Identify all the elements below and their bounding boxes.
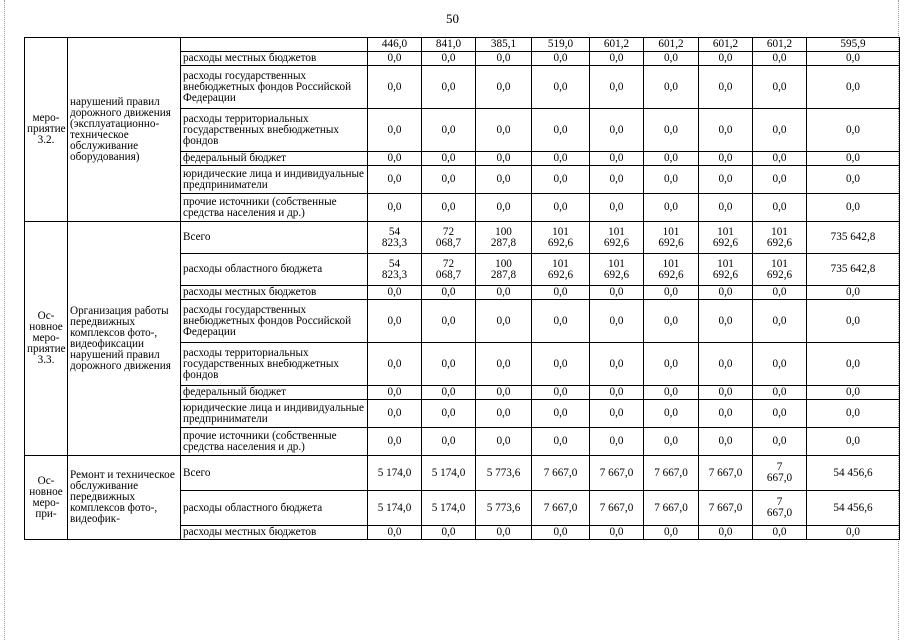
funding-source-cell: прочие источники (собственные средства населения и др.) xyxy=(181,428,368,456)
year-value-cell: 0,0 xyxy=(753,152,807,166)
year-value-cell: 0,0 xyxy=(532,526,590,540)
year-value-cell: 101 692,6 xyxy=(590,222,644,254)
year-value-cell: 101 692,6 xyxy=(644,254,699,286)
year-value-cell: 0,0 xyxy=(699,52,753,66)
funding-source-cell: Всего xyxy=(181,222,368,254)
year-value-cell: 0,0 xyxy=(422,343,476,386)
year-value-cell: 0,0 xyxy=(699,109,753,152)
year-value-cell: 0,0 xyxy=(753,526,807,540)
year-value-cell: 7 667,0 xyxy=(644,491,699,526)
year-value-cell: 601,2 xyxy=(699,38,753,52)
year-value-cell: 0,0 xyxy=(422,166,476,194)
year-value-cell: 72 068,7 xyxy=(422,254,476,286)
year-value-cell: 0,0 xyxy=(422,109,476,152)
year-value-cell: 601,2 xyxy=(590,38,644,52)
year-value-cell: 0,0 xyxy=(422,66,476,109)
event-number-cell: меро- приятие 3.2. xyxy=(25,38,68,222)
year-value-cell: 101 692,6 xyxy=(699,254,753,286)
year-value-cell: 0,0 xyxy=(368,109,422,152)
year-value-cell: 0,0 xyxy=(422,52,476,66)
funding-source-cell: расходы территориальных государственных внебюджетных фондов xyxy=(181,109,368,152)
total-value-cell: 0,0 xyxy=(807,386,900,400)
year-value-cell: 0,0 xyxy=(532,52,590,66)
year-value-cell: 0,0 xyxy=(532,428,590,456)
event-number-cell: Ос- новное меро- приятие 3.3. xyxy=(25,222,68,456)
year-value-cell: 5 174,0 xyxy=(422,456,476,491)
total-value-cell: 0,0 xyxy=(807,428,900,456)
total-value-cell: 0,0 xyxy=(807,66,900,109)
year-value-cell: 101 692,6 xyxy=(532,222,590,254)
year-value-cell: 0,0 xyxy=(476,300,532,343)
year-value-cell: 0,0 xyxy=(644,400,699,428)
year-value-cell: 0,0 xyxy=(753,194,807,222)
year-value-cell: 0,0 xyxy=(532,66,590,109)
year-value-cell: 101 692,6 xyxy=(753,254,807,286)
event-number-cell: Ос- новное меро- при- xyxy=(25,456,68,540)
left-dotted-margin xyxy=(4,0,5,640)
funding-source-cell: расходы государственных внебюджетных фондов Российской Федерации xyxy=(181,300,368,343)
year-value-cell: 0,0 xyxy=(699,526,753,540)
year-value-cell: 0,0 xyxy=(753,400,807,428)
year-value-cell: 101 692,6 xyxy=(644,222,699,254)
year-value-cell: 101 692,6 xyxy=(590,254,644,286)
year-value-cell: 0,0 xyxy=(590,66,644,109)
year-value-cell: 72 068,7 xyxy=(422,222,476,254)
year-value-cell: 0,0 xyxy=(532,166,590,194)
year-value-cell: 0,0 xyxy=(368,166,422,194)
total-value-cell: 0,0 xyxy=(807,400,900,428)
year-value-cell: 7 667,0 xyxy=(753,491,807,526)
year-value-cell: 0,0 xyxy=(368,52,422,66)
year-value-cell: 0,0 xyxy=(476,526,532,540)
year-value-cell: 0,0 xyxy=(753,66,807,109)
year-value-cell: 0,0 xyxy=(422,400,476,428)
year-value-cell: 0,0 xyxy=(476,66,532,109)
year-value-cell: 0,0 xyxy=(476,386,532,400)
total-value-cell: 735 642,8 xyxy=(807,254,900,286)
year-value-cell: 0,0 xyxy=(699,286,753,300)
year-value-cell: 0,0 xyxy=(476,152,532,166)
year-value-cell: 0,0 xyxy=(422,386,476,400)
year-value-cell: 7 667,0 xyxy=(532,491,590,526)
year-value-cell: 0,0 xyxy=(368,66,422,109)
year-value-cell: 0,0 xyxy=(476,109,532,152)
year-value-cell: 0,0 xyxy=(590,194,644,222)
year-value-cell: 0,0 xyxy=(644,152,699,166)
year-value-cell: 0,0 xyxy=(644,194,699,222)
year-value-cell: 0,0 xyxy=(699,152,753,166)
year-value-cell: 5 174,0 xyxy=(368,491,422,526)
year-value-cell: 0,0 xyxy=(644,386,699,400)
funding-source-cell: расходы областного бюджета xyxy=(181,491,368,526)
year-value-cell: 7 667,0 xyxy=(590,456,644,491)
total-value-cell: 54 456,6 xyxy=(807,491,900,526)
year-value-cell: 0,0 xyxy=(532,152,590,166)
year-value-cell: 0,0 xyxy=(422,300,476,343)
year-value-cell: 0,0 xyxy=(532,109,590,152)
total-value-cell: 0,0 xyxy=(807,52,900,66)
funding-source-cell: Всего xyxy=(181,456,368,491)
event-name-cell: нарушений правил дорожного движения (эксплуатационно-техническое обслуживание оборудования) xyxy=(68,38,181,222)
total-value-cell: 0,0 xyxy=(807,286,900,300)
year-value-cell: 0,0 xyxy=(422,152,476,166)
year-value-cell: 0,0 xyxy=(753,166,807,194)
year-value-cell: 0,0 xyxy=(644,166,699,194)
year-value-cell: 519,0 xyxy=(532,38,590,52)
year-value-cell: 7 667,0 xyxy=(699,491,753,526)
year-value-cell: 0,0 xyxy=(590,152,644,166)
year-value-cell: 0,0 xyxy=(699,166,753,194)
year-value-cell: 0,0 xyxy=(699,386,753,400)
year-value-cell: 101 692,6 xyxy=(532,254,590,286)
year-value-cell: 54 823,3 xyxy=(368,222,422,254)
total-value-cell: 0,0 xyxy=(807,343,900,386)
total-value-cell: 0,0 xyxy=(807,526,900,540)
year-value-cell: 0,0 xyxy=(422,194,476,222)
year-value-cell: 601,2 xyxy=(644,38,699,52)
year-value-cell: 0,0 xyxy=(644,300,699,343)
year-value-cell: 0,0 xyxy=(590,526,644,540)
year-value-cell: 0,0 xyxy=(644,343,699,386)
year-value-cell: 0,0 xyxy=(753,52,807,66)
year-value-cell: 7 667,0 xyxy=(753,456,807,491)
year-value-cell: 0,0 xyxy=(368,286,422,300)
year-value-cell: 0,0 xyxy=(644,286,699,300)
year-value-cell: 0,0 xyxy=(476,286,532,300)
year-value-cell: 0,0 xyxy=(753,300,807,343)
year-value-cell: 0,0 xyxy=(422,286,476,300)
year-value-cell: 0,0 xyxy=(753,343,807,386)
year-value-cell: 0,0 xyxy=(532,343,590,386)
year-value-cell: 0,0 xyxy=(590,343,644,386)
year-value-cell: 0,0 xyxy=(368,300,422,343)
year-value-cell: 0,0 xyxy=(476,166,532,194)
year-value-cell: 601,2 xyxy=(753,38,807,52)
event-name-cell: Ремонт и техническое обслуживание передвижных комплексов фото-, видеофик- xyxy=(68,456,181,540)
table-row xyxy=(25,38,900,52)
year-value-cell: 0,0 xyxy=(476,400,532,428)
year-value-cell: 0,0 xyxy=(368,526,422,540)
funding-source-cell: федеральный бюджет xyxy=(181,386,368,400)
year-value-cell: 0,0 xyxy=(590,52,644,66)
year-value-cell: 0,0 xyxy=(368,400,422,428)
funding-source-cell: расходы местных бюджетов xyxy=(181,286,368,300)
year-value-cell: 7 667,0 xyxy=(699,456,753,491)
year-value-cell: 0,0 xyxy=(699,343,753,386)
year-value-cell: 5 773,6 xyxy=(476,456,532,491)
year-value-cell: 0,0 xyxy=(699,428,753,456)
year-value-cell: 0,0 xyxy=(644,66,699,109)
total-value-cell: 0,0 xyxy=(807,194,900,222)
table-row xyxy=(25,222,900,254)
year-value-cell: 5 773,6 xyxy=(476,491,532,526)
table-row xyxy=(25,456,900,491)
total-value-cell: 0,0 xyxy=(807,166,900,194)
year-value-cell: 0,0 xyxy=(422,428,476,456)
year-value-cell: 0,0 xyxy=(644,52,699,66)
year-value-cell: 0,0 xyxy=(753,428,807,456)
year-value-cell: 101 692,6 xyxy=(753,222,807,254)
year-value-cell: 0,0 xyxy=(368,194,422,222)
budget-table xyxy=(24,37,900,540)
year-value-cell: 0,0 xyxy=(753,109,807,152)
year-value-cell: 0,0 xyxy=(644,526,699,540)
year-value-cell: 0,0 xyxy=(590,109,644,152)
year-value-cell: 0,0 xyxy=(699,194,753,222)
year-value-cell: 841,0 xyxy=(422,38,476,52)
year-value-cell: 7 667,0 xyxy=(644,456,699,491)
year-value-cell: 0,0 xyxy=(644,428,699,456)
year-value-cell: 0,0 xyxy=(590,428,644,456)
year-value-cell: 0,0 xyxy=(753,386,807,400)
year-value-cell: 0,0 xyxy=(422,526,476,540)
year-value-cell: 0,0 xyxy=(753,286,807,300)
year-value-cell: 0,0 xyxy=(532,286,590,300)
year-value-cell: 0,0 xyxy=(368,428,422,456)
funding-source-cell: расходы местных бюджетов xyxy=(181,52,368,66)
total-value-cell: 595,9 xyxy=(807,38,900,52)
year-value-cell: 0,0 xyxy=(699,300,753,343)
funding-source-cell: расходы местных бюджетов xyxy=(181,526,368,540)
year-value-cell: 7 667,0 xyxy=(590,491,644,526)
funding-source-cell: прочие источники (собственные средства населения и др.) xyxy=(181,194,368,222)
year-value-cell: 7 667,0 xyxy=(532,456,590,491)
year-value-cell: 0,0 xyxy=(476,428,532,456)
year-value-cell: 0,0 xyxy=(699,66,753,109)
year-value-cell: 100 287,8 xyxy=(476,254,532,286)
year-value-cell: 0,0 xyxy=(590,286,644,300)
total-value-cell: 0,0 xyxy=(807,300,900,343)
year-value-cell: 0,0 xyxy=(699,400,753,428)
year-value-cell: 0,0 xyxy=(590,400,644,428)
year-value-cell: 5 174,0 xyxy=(368,456,422,491)
total-value-cell: 0,0 xyxy=(807,152,900,166)
year-value-cell: 0,0 xyxy=(590,166,644,194)
total-value-cell: 0,0 xyxy=(807,109,900,152)
year-value-cell: 0,0 xyxy=(590,386,644,400)
funding-source-cell: расходы территориальных государственных внебюджетных фондов xyxy=(181,343,368,386)
total-value-cell: 54 456,6 xyxy=(807,456,900,491)
year-value-cell: 0,0 xyxy=(476,52,532,66)
year-value-cell: 5 174,0 xyxy=(422,491,476,526)
year-value-cell: 385,1 xyxy=(476,38,532,52)
page-number: 50 xyxy=(446,11,459,26)
funding-source-cell: юридические лица и индивидуальные предприниматели xyxy=(181,166,368,194)
year-value-cell: 0,0 xyxy=(532,400,590,428)
year-value-cell: 0,0 xyxy=(532,194,590,222)
year-value-cell: 0,0 xyxy=(368,386,422,400)
funding-source-cell xyxy=(181,38,368,52)
year-value-cell: 0,0 xyxy=(532,300,590,343)
funding-source-cell: федеральный бюджет xyxy=(181,152,368,166)
year-value-cell: 54 823,3 xyxy=(368,254,422,286)
funding-source-cell: расходы областного бюджета xyxy=(181,254,368,286)
total-value-cell: 735 642,8 xyxy=(807,222,900,254)
year-value-cell: 446,0 xyxy=(368,38,422,52)
year-value-cell: 0,0 xyxy=(368,152,422,166)
year-value-cell: 0,0 xyxy=(368,343,422,386)
year-value-cell: 0,0 xyxy=(644,109,699,152)
funding-source-cell: расходы государственных внебюджетных фондов Российской Федерации xyxy=(181,66,368,109)
funding-source-cell: юридические лица и индивидуальные предприниматели xyxy=(181,400,368,428)
year-value-cell: 0,0 xyxy=(532,386,590,400)
year-value-cell: 101 692,6 xyxy=(699,222,753,254)
year-value-cell: 0,0 xyxy=(590,300,644,343)
event-name-cell: Организация работы передвижных комплексов фото-, видеофиксации нарушений правил дорожного движения xyxy=(68,222,181,456)
year-value-cell: 0,0 xyxy=(476,194,532,222)
year-value-cell: 0,0 xyxy=(476,343,532,386)
table-body xyxy=(25,38,900,540)
year-value-cell: 100 287,8 xyxy=(476,222,532,254)
